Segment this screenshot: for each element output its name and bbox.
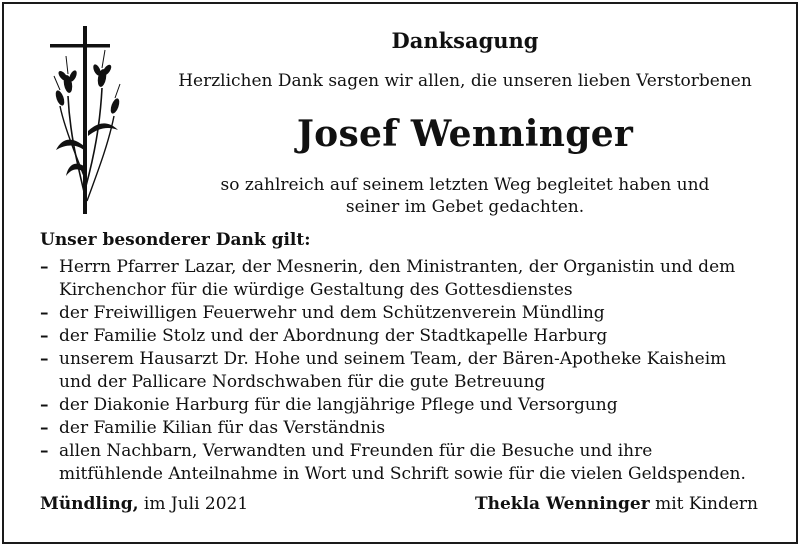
list-item-line: der Diakonie Harburg für die langjährige Pflege und Versorgung (59, 395, 618, 415)
signer-suffix: mit Kindern (655, 494, 758, 514)
list-item-line: Kirchenchor für die würdige Gestaltung des Gottesdienstes (59, 280, 573, 300)
list-item-line: der Familie Kilian für das Verständnis (59, 418, 386, 438)
thanks-title: Unser besonderer Dank gilt: (40, 230, 311, 250)
list-item-line: unserem Hausarzt Dr. Hohe und seinem Team, der Bären-Apotheke Kaisheim (59, 349, 727, 369)
list-item-line: der Familie Stolz und der Abordnung der Stadtkapelle Harburg (59, 326, 608, 346)
list-item (40, 417, 780, 440)
intro-text: Herzlichen Dank sagen wir allen, die unseren lieben Verstorbenen (178, 71, 752, 91)
list-item (40, 256, 780, 302)
closing-line: so zahlreich auf seinem letzten Weg begleitet haben und (220, 175, 710, 195)
signer-name: Thekla Wenninger (474, 494, 650, 514)
dash-bullet: – (40, 257, 49, 277)
list-item (40, 394, 780, 417)
list-item-line: der Freiwilligen Feuerwehr und dem Schützenverein Mündling (59, 303, 605, 323)
dash-bullet: – (40, 303, 49, 323)
closing-line: seiner im Gebet gedachten. (345, 197, 585, 217)
list-item-line: Herrn Pfarrer Lazar, der Mesnerin, den Ministranten, der Organistin und dem (59, 257, 736, 277)
dash-bullet: – (40, 441, 49, 461)
list-item-line: und der Pallicare Nordschwaben für die gute Betreuung (59, 372, 546, 392)
dash-bullet: – (40, 326, 49, 346)
deceased-name: Josef Wenninger (296, 113, 634, 155)
place-date (40, 494, 248, 514)
signature (475, 494, 758, 514)
date: im Juli 2021 (143, 494, 249, 514)
notice-heading: Danksagung (391, 28, 539, 53)
place: Mündling, (40, 494, 139, 514)
list-item (40, 302, 780, 325)
dash-bullet: – (40, 395, 49, 415)
dash-bullet: – (40, 349, 49, 369)
cross-with-wheat-icon (48, 26, 128, 214)
list-item (40, 325, 780, 348)
closing-text (140, 174, 790, 218)
dash-bullet: – (40, 418, 49, 438)
list-item (40, 348, 780, 394)
thanks-list (40, 256, 780, 486)
list-item-line: allen Nachbarn, Verwandten und Freunden für die Besuche und ihre (59, 441, 653, 461)
list-item-line: mitfühlende Anteilnahme in Wort und Schrift sowie für die vielen Geldspenden. (59, 464, 746, 484)
list-item (40, 440, 780, 486)
